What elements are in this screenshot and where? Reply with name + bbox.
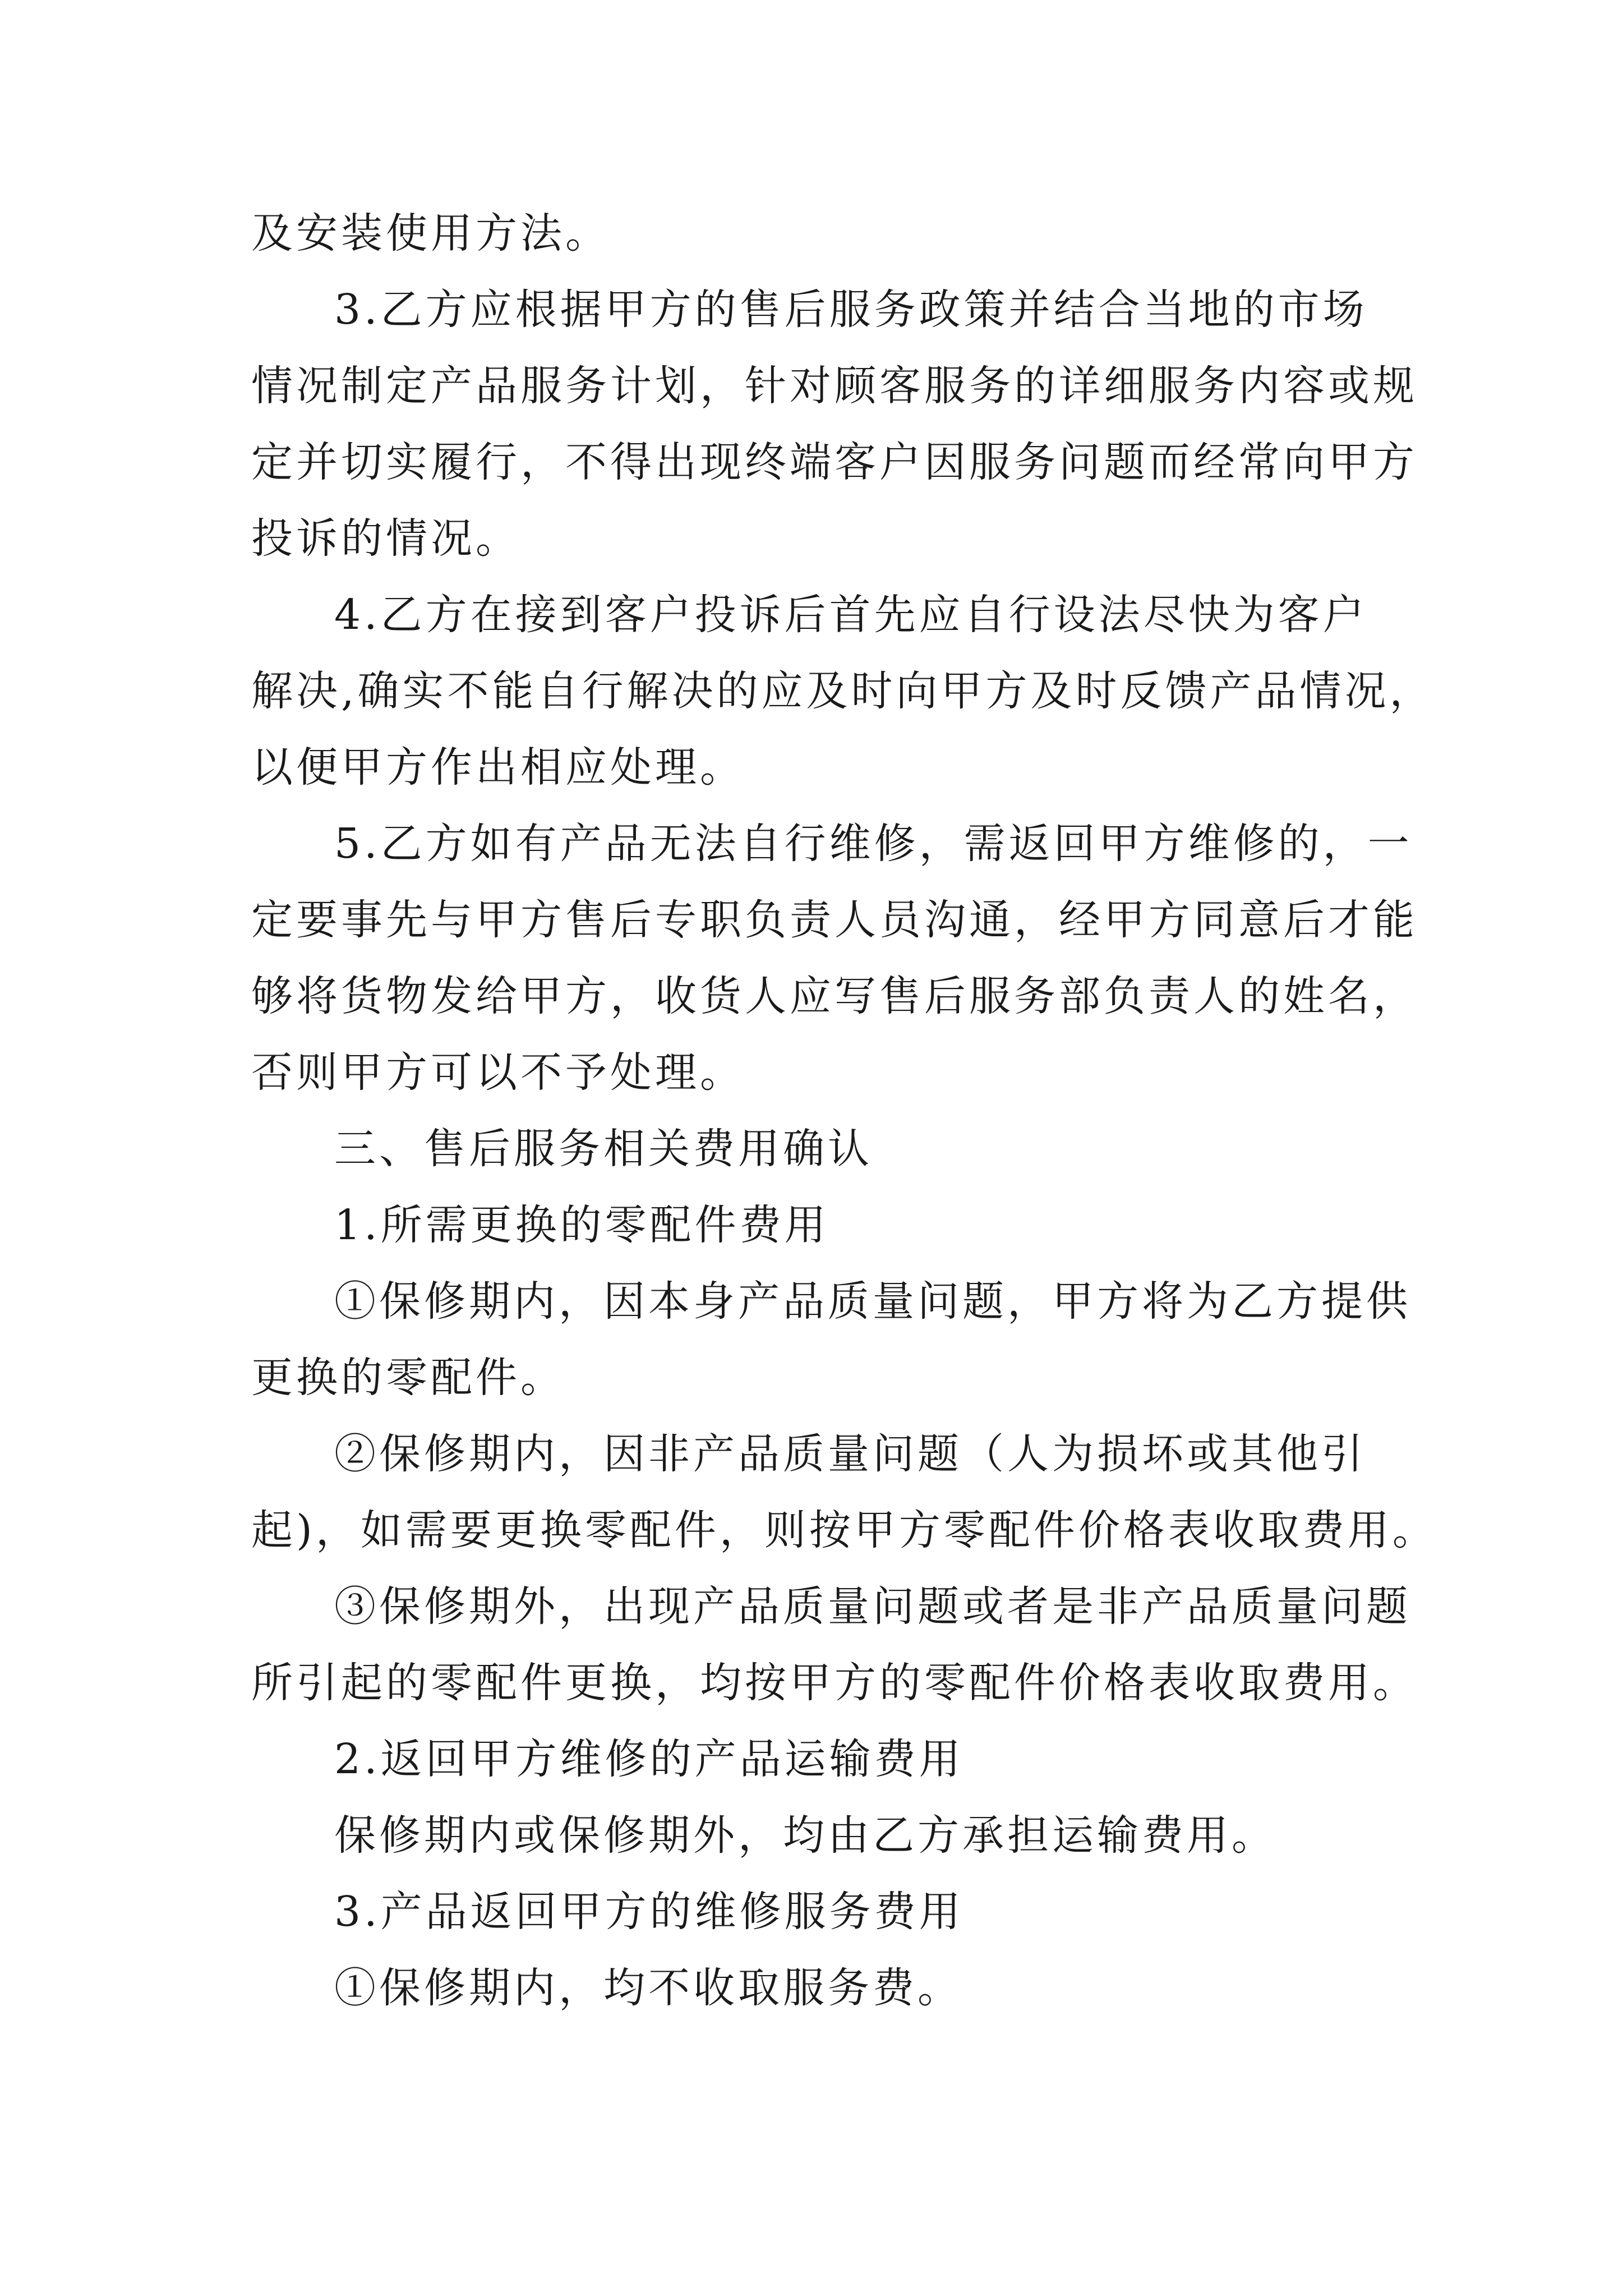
paragraph-item-5: [251, 806, 1418, 1111]
paragraph-item-4: [251, 577, 1435, 806]
text-line: 更换的零配件。: [251, 1354, 565, 1402]
paragraph: [251, 1797, 1384, 1874]
text-line: 以便甲方作出相应处理。: [251, 743, 745, 792]
paragraph: [251, 195, 1384, 272]
text-line: ①保修期内，因本身产品质量问题，甲方将为乙方提供: [334, 1277, 1411, 1326]
section-heading: [251, 1111, 1384, 1187]
text-line: 4.乙方在接到客户投诉后首先应自行设法尽快为客户: [334, 591, 1368, 639]
text-line: 定要事先与甲方售后专职负责人员沟通，经甲方同意后才能: [251, 896, 1418, 944]
text-line: 情况制定产品服务计划，针对顾客服务的详细服务内容或规: [251, 362, 1418, 410]
document-body: [251, 195, 1437, 2026]
subheading-2: [251, 1721, 1384, 1797]
text-line: 1.所需更换的零配件费用: [334, 1201, 829, 1249]
text-line: 5.乙方如有产品无法自行维修，需返回甲方维修的，一: [334, 820, 1413, 868]
paragraph-circled-3: [251, 1568, 1418, 1721]
text-line: 保修期内或保修期外，均由乙方承担运输费用。: [334, 1811, 1276, 1860]
heading-text: 三、售后服务相关费用确认: [334, 1125, 873, 1173]
subheading-1: [251, 1187, 1384, 1263]
text-line: ③保修期外，出现产品质量问题或者是非产品质量问题: [334, 1582, 1411, 1631]
text-line: 解决,确实不能自行解决的应及时向甲方及时反馈产品情况，: [251, 667, 1435, 715]
text-line: 所引起的零配件更换，均按甲方的零配件价格表收取费用。: [251, 1659, 1418, 1707]
text-line: 投诉的情况。: [251, 514, 520, 563]
text-line: 起)，如需要更换零配件，则按甲方零配件价格表收取费用。: [251, 1506, 1437, 1554]
text-line: 3.产品返回甲方的维修服务费用: [334, 1888, 964, 1936]
text-line: 定并切实履行，不得出现终端客户因服务问题而经常向甲方: [251, 438, 1418, 486]
paragraph-circled-1: [251, 1950, 1384, 2026]
subheading-3: [251, 1874, 1384, 1950]
paragraph-circled-1: [251, 1263, 1411, 1416]
text-line: 3.乙方应根据甲方的售后服务政策并结合当地的市场: [334, 286, 1368, 334]
text-line: 及安装使用方法。: [251, 209, 610, 257]
text-line: 够将货物发给甲方，收货人应写售后服务部负责人的姓名，: [251, 972, 1418, 1020]
paragraph-item-3: [251, 272, 1418, 577]
text-line: ①保修期内，均不收取服务费。: [334, 1964, 962, 2012]
text-line: 2.返回甲方维修的产品运输费用: [334, 1735, 964, 1783]
text-line: ②保修期内，因非产品质量问题（人为损坏或其他引: [334, 1430, 1366, 1478]
paragraph-circled-2: [251, 1416, 1437, 1568]
text-line: 否则甲方可以不予处理。: [251, 1048, 745, 1097]
